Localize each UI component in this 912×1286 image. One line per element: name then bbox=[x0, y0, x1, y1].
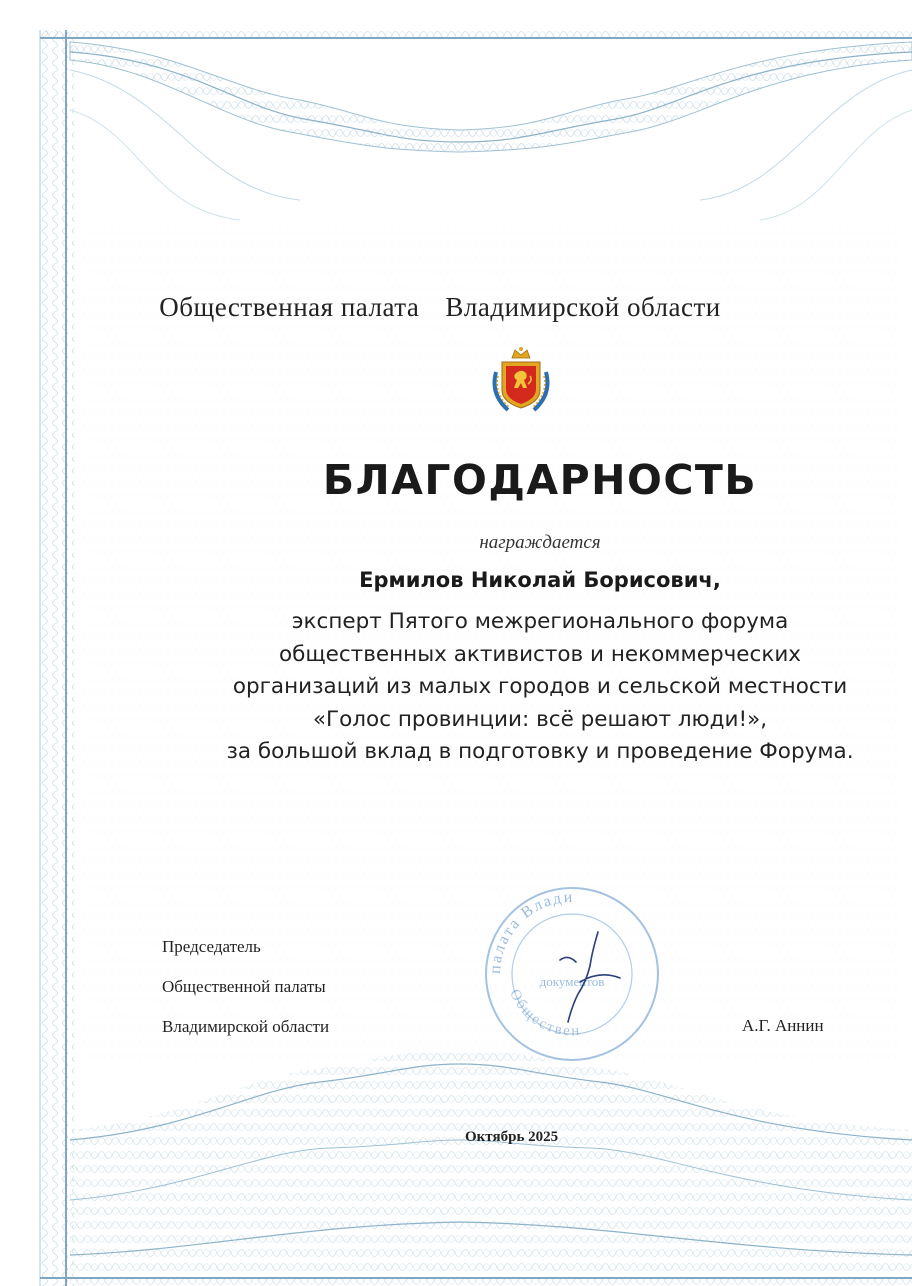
recipient-name: Ермилов Николай Борисович, bbox=[359, 568, 721, 592]
coat-of-arms-icon bbox=[488, 344, 554, 416]
awarded-label: награждается bbox=[479, 532, 601, 553]
svg-text:палата Влади bbox=[487, 889, 575, 975]
stamp-text-bottom: Обществен bbox=[506, 986, 582, 1040]
description-line: общественных активистов и некоммерческих bbox=[278, 641, 802, 667]
certificate-title: БЛАГОДАРНОСТЬ bbox=[322, 456, 758, 504]
organization-header bbox=[0, 292, 912, 323]
round-stamp-icon bbox=[480, 882, 664, 1066]
organization-name: Общественная палата bbox=[159, 292, 420, 322]
region-name: Владимирской области bbox=[445, 292, 721, 322]
description-line: эксперт Пятого межрегионального форума bbox=[291, 609, 789, 634]
signer-position-line: Председатель bbox=[162, 937, 261, 956]
description-line: за большой вклад в подготовку и проведение Форума. bbox=[226, 739, 854, 764]
signer-name: А.Г. Аннин bbox=[742, 1016, 824, 1035]
signer-position-line: Владимирской области bbox=[162, 1017, 330, 1036]
description-line: организаций из малых городов и сельской местности bbox=[232, 674, 848, 699]
description-line: «Голос провинции: всё решают люди!», bbox=[312, 706, 768, 732]
issue-date: Октябрь 2025 bbox=[465, 1129, 559, 1145]
stamp-text-top: палата Влади bbox=[486, 888, 575, 975]
award-description bbox=[40, 606, 912, 769]
stamp-text-center: документов bbox=[539, 974, 605, 989]
signer-position-line: Общественной палаты bbox=[162, 977, 326, 996]
